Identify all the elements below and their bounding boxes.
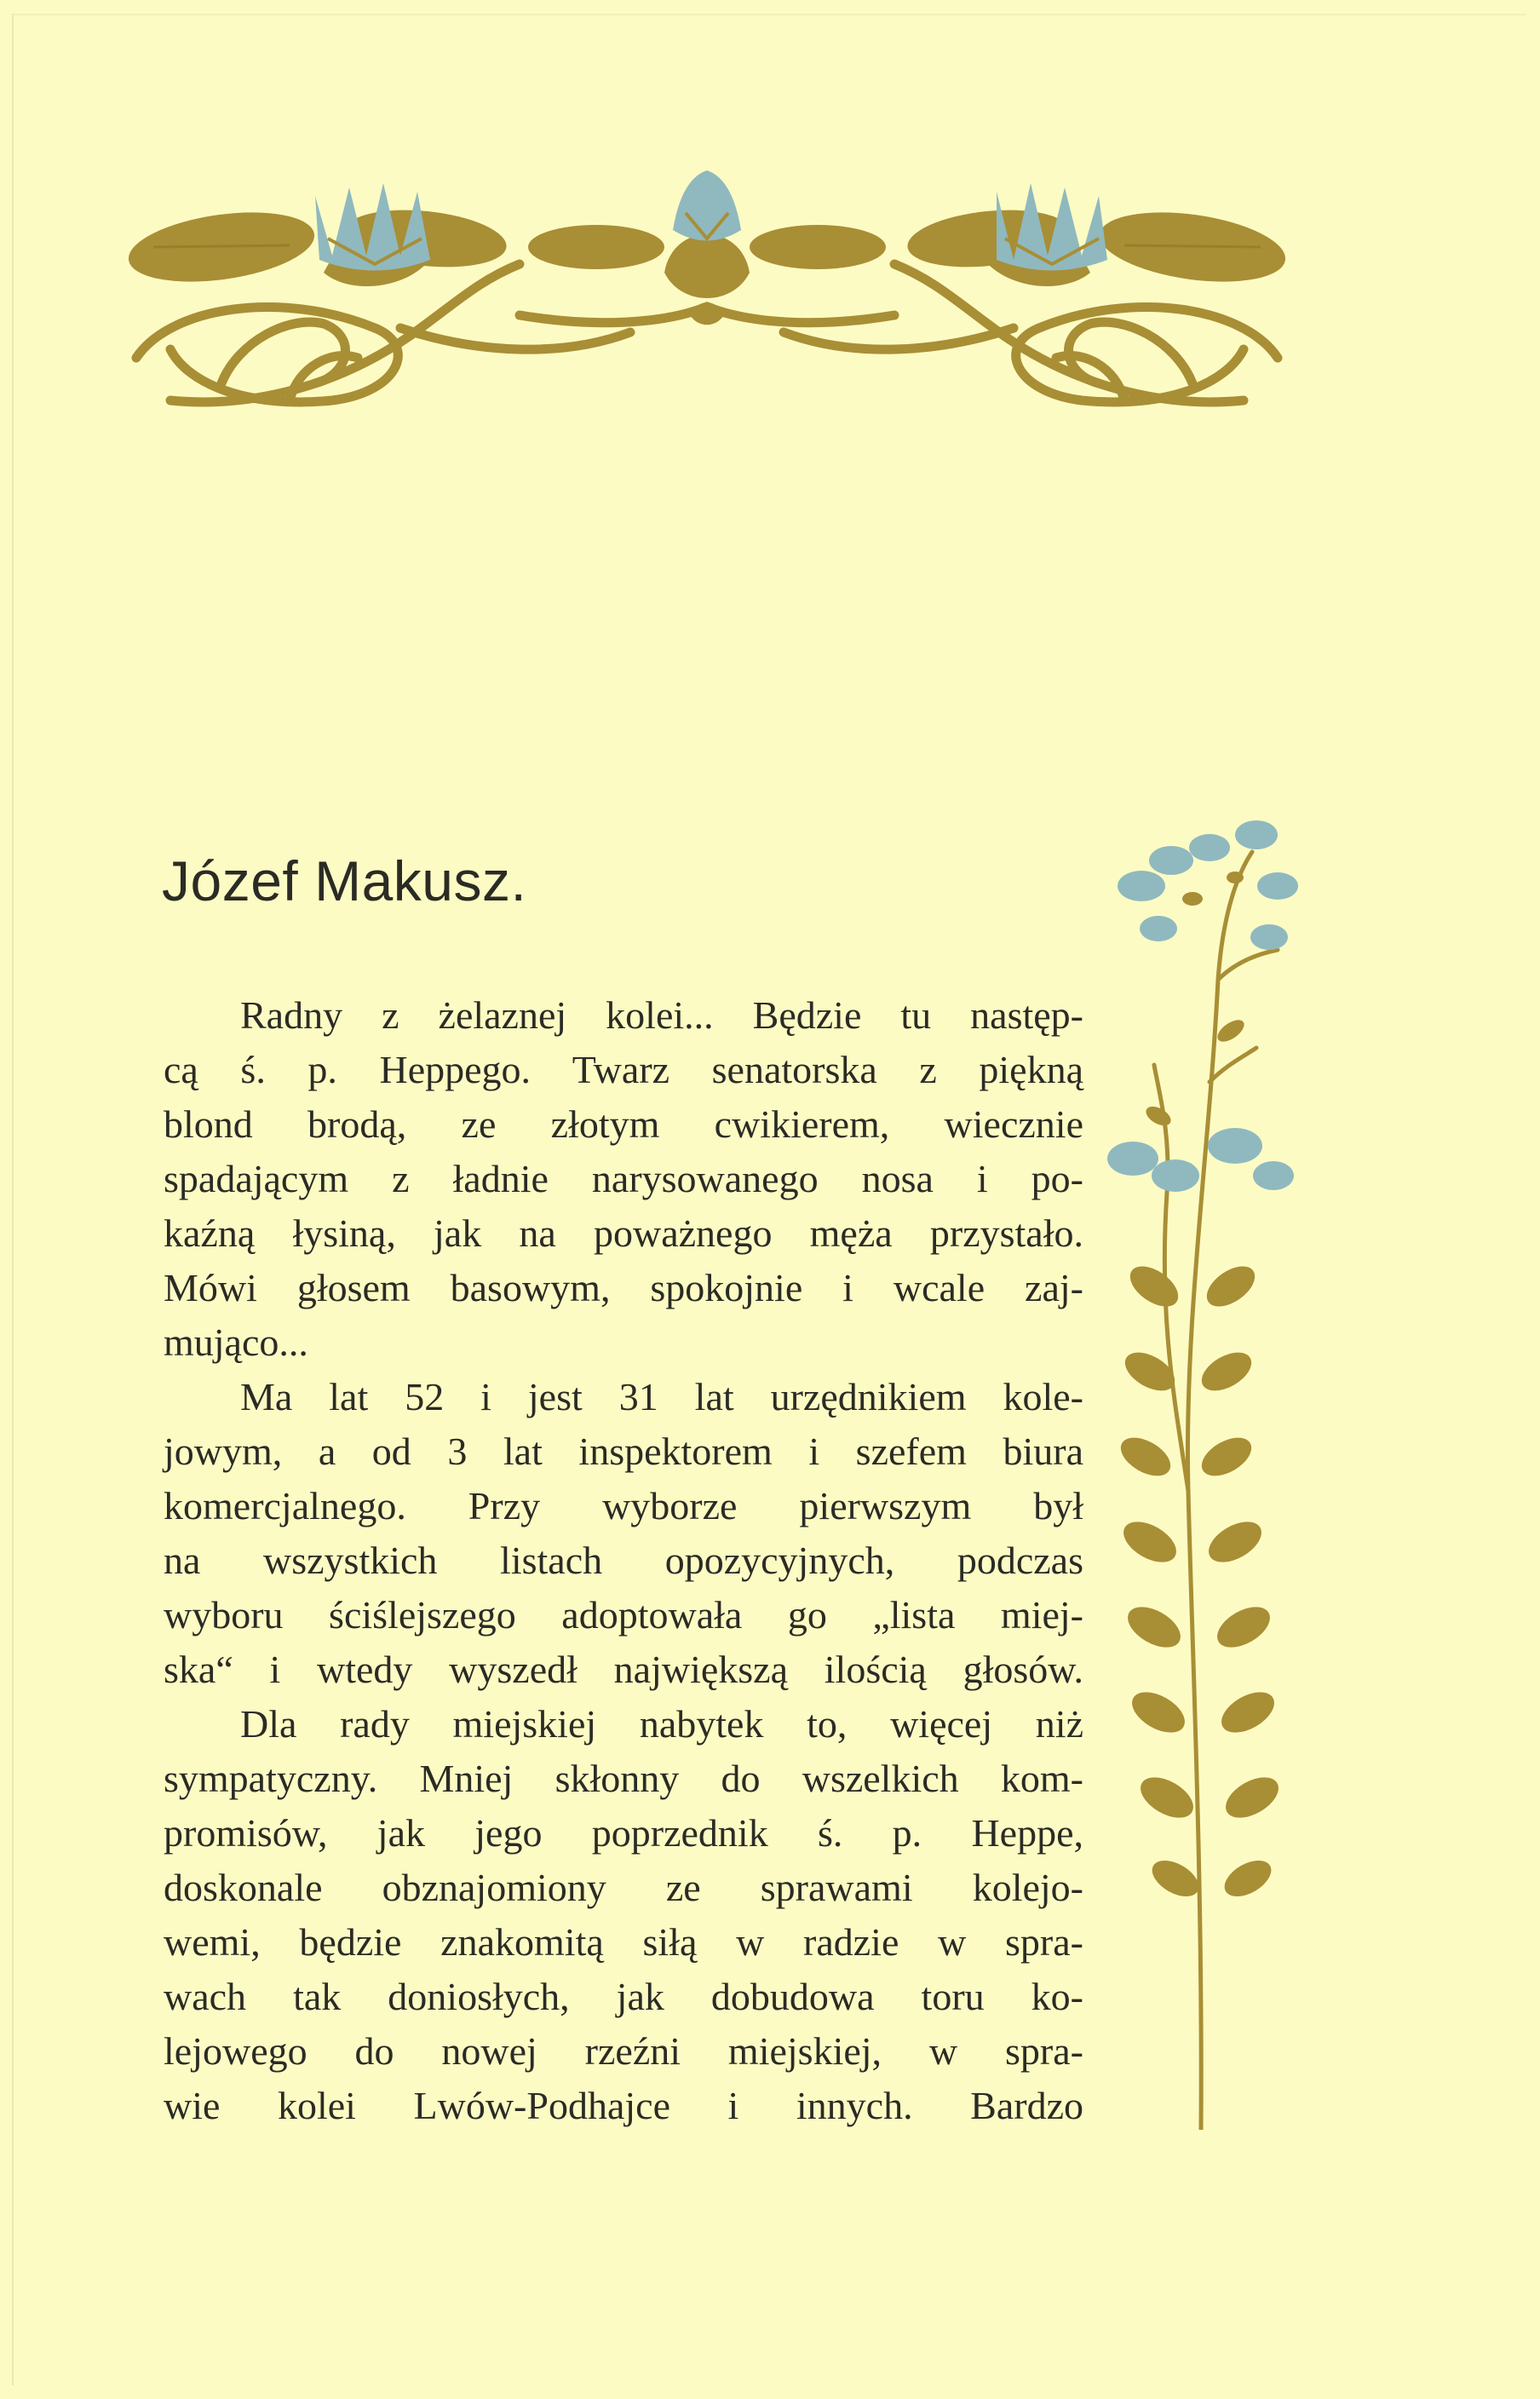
text-line: na wszystkich listach opozycyjnych, podczas [164, 1539, 1083, 1582]
text-line: Dla rady miejskiej nabytek to, więcej niż [240, 1702, 1083, 1746]
text-line: komercjalnego. Przy wyborze pierwszym był [164, 1484, 1083, 1527]
page-title: Józef Makusz. [162, 849, 527, 912]
text-line: sympatyczny. Mniej skłonny do wszelkich kom- [164, 1757, 1083, 1800]
text-line: blond brodą, ze złotym cwikierem, wiecznie [164, 1102, 1083, 1146]
text-line: wie kolei Lwów-Podhajce i innych. Bardzo [164, 2084, 1083, 2127]
text-line: lejowego do nowej rzeźni miejskiej, w spra- [164, 2029, 1083, 2073]
text-line: mująco... [164, 1320, 308, 1364]
flowering-sprig [1107, 809, 1303, 2130]
text-line: wemi, będzie znakomitą siłą w radzie w spra- [164, 1920, 1083, 1964]
text-line: cą ś. p. Heppego. Twarz senatorska z piękną [164, 1048, 1083, 1091]
water-lily-ornament [119, 145, 1295, 443]
body-text [164, 988, 1083, 2133]
text-line: promisów, jak jego poprzednik ś. p. Heppe, [164, 1811, 1083, 1855]
text-line: wyboru ściślejszego adoptowała go „lista miej- [164, 1593, 1083, 1637]
text-line: Ma lat 52 i jest 31 lat urzędnikiem kole- [240, 1375, 1083, 1418]
text-line: wach tak doniosłych, jak dobudowa toru ko- [164, 1975, 1083, 2018]
text-line: ska“ i wtedy wyszedł największą ilością głosów. [164, 1648, 1083, 1691]
text-line: kaźną łysiną, jak na poważnego męża przystało. [164, 1211, 1083, 1255]
text-line: Mówi głosem basowym, spokojnie i wcale zaj- [164, 1266, 1083, 1309]
text-line: doskonale obznajomiony ze sprawami kolejo- [164, 1866, 1083, 1909]
text-line: spadającym z ładnie narysowanego nosa i po- [164, 1157, 1083, 1200]
text-line: Radny z żelaznej kolei... Będzie tu następ- [240, 993, 1083, 1037]
text-line: jowym, a od 3 lat inspektorem i szefem biura [164, 1430, 1083, 1473]
